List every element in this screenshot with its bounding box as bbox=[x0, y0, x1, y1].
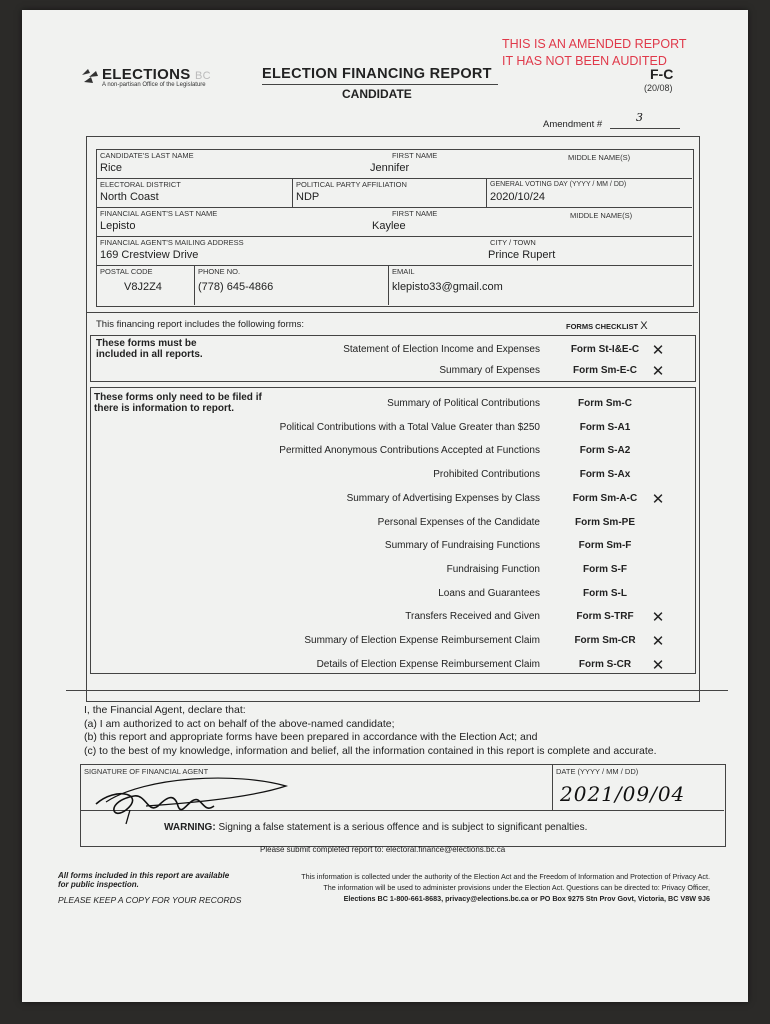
form-row-code: Form Sm-PE bbox=[574, 516, 635, 528]
form-row-code: Form Sm-C bbox=[578, 398, 632, 409]
form-row-code: Form S-TRF bbox=[576, 611, 634, 623]
form-row-description: Loans and Guarantees bbox=[438, 587, 540, 599]
email-label: EMAIL bbox=[392, 267, 415, 276]
optional-forms-heading: These forms only need to be filed if there is information to report. bbox=[94, 392, 262, 414]
candidate-middle-name-label: MIDDLE NAME(S) bbox=[568, 153, 631, 162]
amendment-label: Amendment # bbox=[543, 119, 603, 130]
declaration-item-b: (b) this report and appropriate forms have been prepared in accordance with the Election Act; and bbox=[84, 731, 538, 743]
form-row-description: Permitted Anonymous Contributions Accepted at Functions bbox=[279, 445, 540, 457]
form-row-code: Form S-F bbox=[583, 563, 627, 575]
party-label: POLITICAL PARTY AFFILIATION bbox=[296, 180, 407, 189]
amended-note-line-1: THIS IS AN AMENDED REPORT bbox=[502, 37, 687, 51]
form-row-checkbox[interactable]: ✕ bbox=[651, 490, 665, 508]
form-row-description: Fundraising Function bbox=[446, 563, 540, 575]
declaration-item-a: (a) I am authorized to act on behalf of the above-named candidate; bbox=[84, 717, 395, 730]
form-row-code: Form Sm-F bbox=[578, 540, 632, 552]
warning-label: WARNING: bbox=[164, 822, 216, 833]
form-row-checkbox[interactable]: ✕ bbox=[651, 633, 665, 650]
amendment-number: 3 bbox=[636, 111, 643, 124]
district-value[interactable]: North Coast bbox=[100, 191, 159, 203]
form-row-code: Form S-L bbox=[583, 587, 627, 599]
public-inspection-note: All forms included in this report are available for public inspection. bbox=[58, 871, 230, 889]
form-row-code: Form S-Ax bbox=[579, 469, 631, 481]
submit-instructions: Please submit completed report to: electoral.finance@elections.bc.ca bbox=[260, 845, 506, 854]
report-title: ELECTION FINANCING REPORT bbox=[262, 66, 492, 82]
form-row-description: Summary of Advertising Expenses by Class bbox=[346, 492, 540, 504]
form-row-description: Statement of Election Income and Expenses bbox=[343, 344, 540, 355]
phone-label: PHONE NO. bbox=[198, 267, 241, 276]
form-row-description: Summary of Political Contributions bbox=[387, 398, 540, 409]
agent-first-name-label: FIRST NAME bbox=[392, 209, 438, 218]
postal-code[interactable]: V8J2Z4 bbox=[124, 281, 162, 293]
candidate-last-name[interactable]: Rice bbox=[100, 162, 123, 174]
form-row-code: Form St-I&E-C bbox=[570, 344, 640, 355]
warning bbox=[164, 822, 587, 833]
declaration bbox=[84, 704, 724, 758]
logo-suffix: BC bbox=[195, 70, 211, 82]
form-row-code: Form Sm-A-C bbox=[572, 492, 638, 504]
form-row-description: Prohibited Contributions bbox=[433, 469, 540, 481]
declaration-item-c: (c) to the best of my knowledge, information and belief, all the information contained in this report is complete and accurate. bbox=[84, 744, 657, 757]
form-row-description: Personal Expenses of the Candidate bbox=[377, 516, 540, 528]
form-version: (20/08) bbox=[644, 83, 673, 93]
agent-last-name[interactable]: Lepisto bbox=[100, 220, 136, 232]
district-label: ELECTORAL DISTRICT bbox=[100, 180, 181, 189]
logo-tagline: A non-partisan Office of the Legislature bbox=[102, 82, 206, 88]
agent-city[interactable]: Prince Rupert bbox=[488, 249, 556, 261]
form-row-description: Summary of Expenses bbox=[439, 365, 540, 376]
form-row-code: Form S-A2 bbox=[579, 445, 631, 457]
title-underline bbox=[262, 84, 498, 85]
agent-address[interactable]: 169 Crestview Drive bbox=[100, 249, 199, 261]
form-row-description: Summary of Fundraising Functions bbox=[384, 540, 540, 552]
candidate-first-name-label: FIRST NAME bbox=[392, 151, 438, 160]
agent-address-label: FINANCIAL AGENT'S MAILING ADDRESS bbox=[100, 238, 244, 247]
form-row-description: Political Contributions with a Total Value Greater than $250 bbox=[279, 421, 540, 433]
form-code: F-C bbox=[650, 66, 674, 82]
forms-checklist-label: FORMS CHECKLIST X bbox=[566, 320, 648, 332]
form-row-code: Form Sm-E-C bbox=[573, 365, 637, 376]
form-row-checkbox[interactable]: ✕ bbox=[651, 656, 665, 674]
candidate-last-name-label: CANDIDATE'S LAST NAME bbox=[100, 151, 194, 160]
postal-code-label: POSTAL CODE bbox=[100, 267, 153, 276]
forms-intro: This financing report includes the following forms: bbox=[96, 319, 305, 330]
agent-city-label: CITY / TOWN bbox=[490, 238, 536, 247]
form-row-description: Summary of Election Expense Reimbursement Claim bbox=[304, 635, 540, 646]
voting-day-value[interactable]: 2020/10/24 bbox=[490, 191, 546, 203]
email-value[interactable]: klepisto33@gmail.com bbox=[392, 281, 503, 293]
document-page bbox=[22, 10, 748, 1002]
date-label: DATE (YYYY / MM / DD) bbox=[556, 767, 639, 776]
form-row-checkbox[interactable]: ✕ bbox=[651, 363, 665, 380]
report-subtitle: CANDIDATE bbox=[342, 87, 412, 101]
keep-copy-note: PLEASE KEEP A COPY FOR YOUR RECORDS bbox=[58, 895, 242, 905]
handwritten-signature[interactable] bbox=[86, 766, 296, 826]
checklist-header-mark: X bbox=[640, 320, 648, 332]
agent-last-name-label: FINANCIAL AGENT'S LAST NAME bbox=[100, 209, 218, 218]
form-row-description: Details of Election Expense Reimbursement Claim bbox=[316, 658, 540, 670]
candidate-first-name[interactable]: Jennifer bbox=[370, 162, 410, 174]
agent-middle-name-label: MIDDLE NAME(S) bbox=[570, 211, 633, 220]
amended-note bbox=[502, 36, 687, 70]
amendment-underline bbox=[610, 128, 680, 129]
warning-text: Signing a false statement is a serious offence and is subject to significant penalties. bbox=[218, 822, 588, 833]
amended-note-line-2: IT HAS NOT BEEN AUDITED bbox=[502, 54, 667, 68]
form-row-checkbox[interactable]: ✕ bbox=[651, 342, 665, 359]
form-row-code: Form S-CR bbox=[578, 658, 632, 670]
form-row-checkbox[interactable]: ✕ bbox=[651, 609, 665, 627]
declaration-intro: I, the Financial Agent, declare that: bbox=[84, 704, 246, 716]
required-forms-heading: These forms must be included in all reports. bbox=[96, 338, 203, 360]
privacy-notice: This information is collected under the authority of the Election Act and the Freedom of Information and Protection of Privacy Act. The information will be used to administer provisions under the Election Act. Questions can be directed to: Privacy Officer, Elections BC 1-800-661-8683, privacy@elections.bc.ca or PO Box 9275 Stn Prov Govt, Victoria, BC V8W 9J6 bbox=[301, 872, 710, 903]
logo-name: ELECTIONS bbox=[102, 66, 191, 83]
signature-date[interactable]: 2021/09/04 bbox=[560, 782, 686, 806]
form-row-code: Form S-A1 bbox=[579, 421, 631, 433]
signature-label: SIGNATURE OF FINANCIAL AGENT bbox=[84, 767, 209, 776]
logo-mark-icon bbox=[80, 67, 102, 87]
form-row-description: Transfers Received and Given bbox=[405, 611, 540, 623]
form-row-code: Form Sm-CR bbox=[574, 635, 636, 646]
party-value[interactable]: NDP bbox=[296, 191, 320, 203]
voting-day-label: GENERAL VOTING DAY (YYYY / MM / DD) bbox=[490, 181, 627, 188]
agent-first-name[interactable]: Kaylee bbox=[372, 220, 406, 232]
phone-value[interactable]: (778) 645-4866 bbox=[198, 281, 274, 293]
